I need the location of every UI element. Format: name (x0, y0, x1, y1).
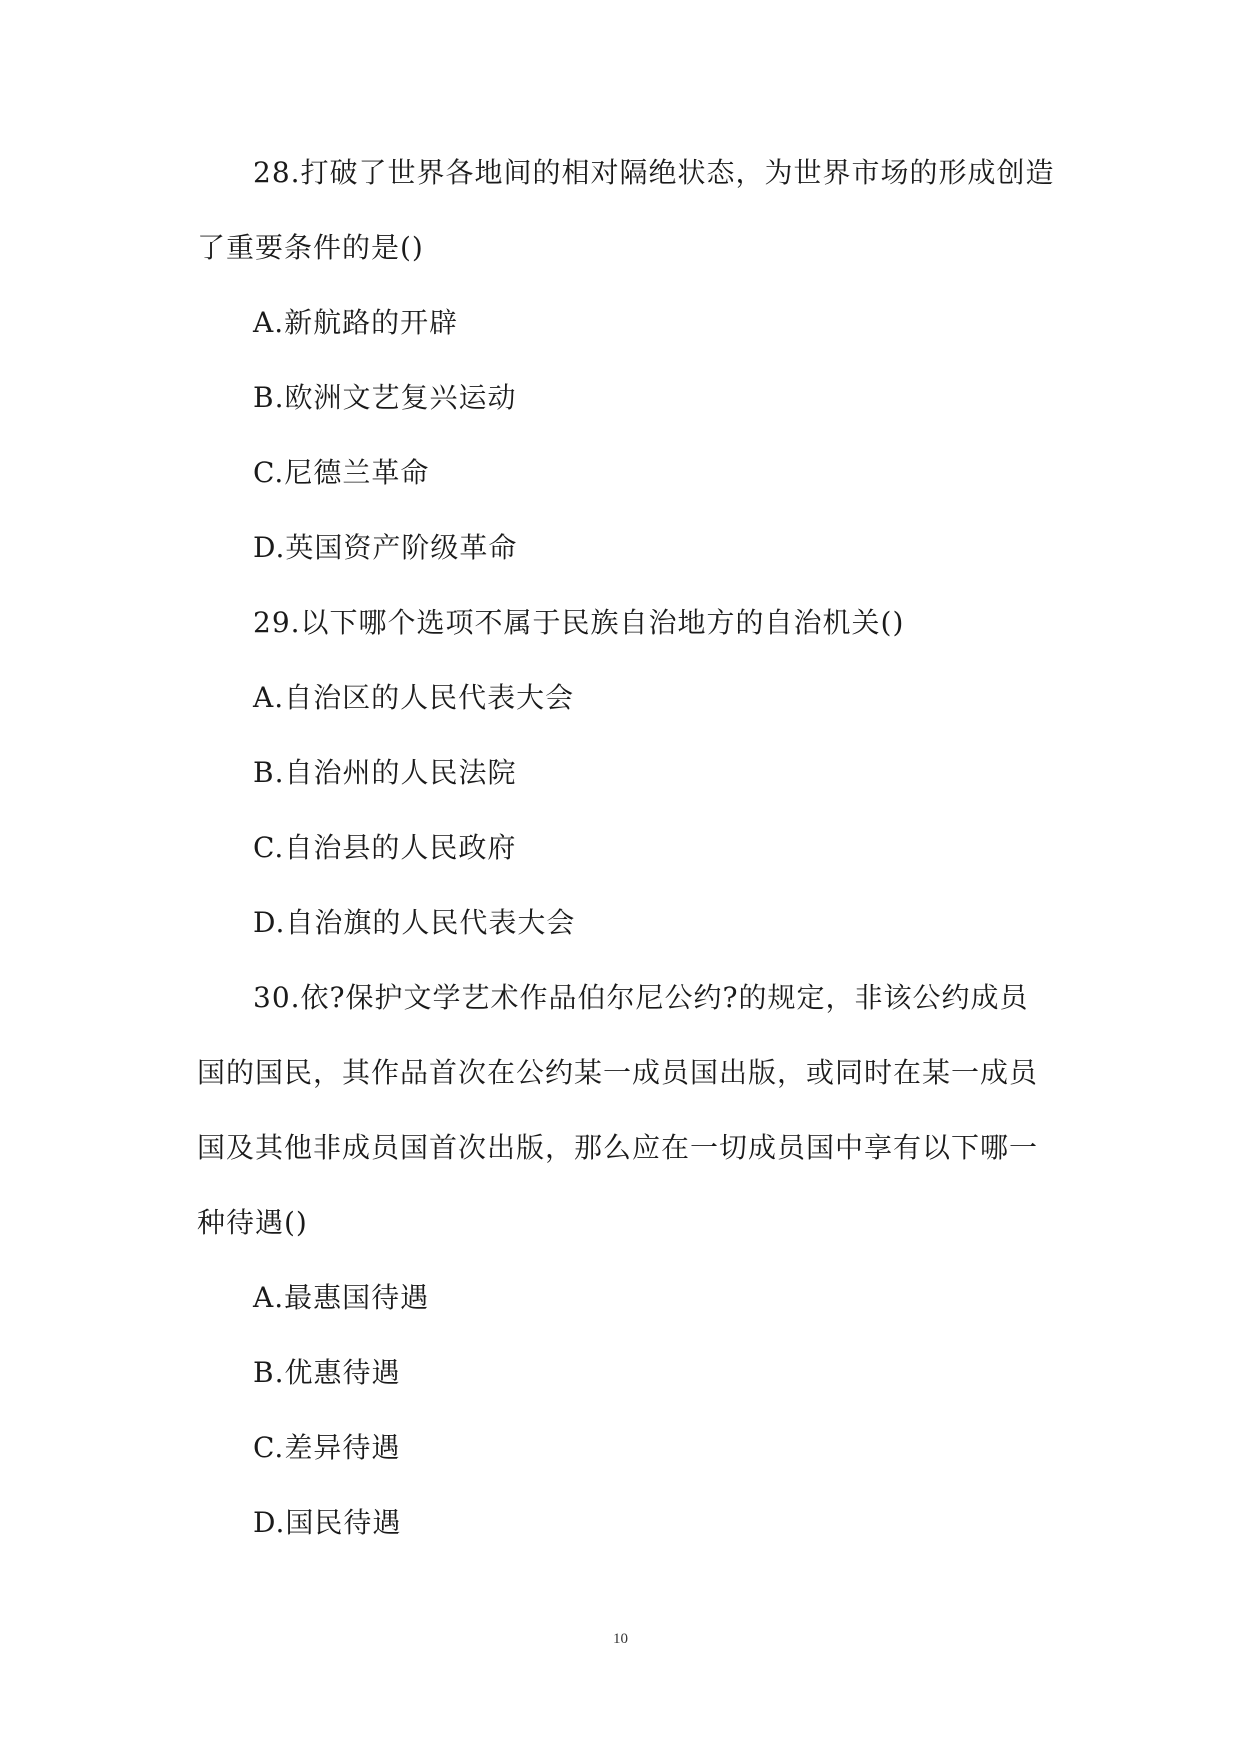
question-29-option-b: B.自治州的人民法院 (253, 756, 517, 789)
question-30-option-b: B.优惠待遇 (253, 1356, 401, 1389)
page-number: 10 (613, 1631, 628, 1647)
question-29-stem: 29.以下哪个选项不属于民族自治地方的自治机关() (253, 606, 905, 639)
question-29-option-d: D.自治旗的人民代表大会 (253, 906, 576, 939)
question-28-option-c: C.尼德兰革命 (253, 456, 430, 489)
question-29-option-a: A.自治区的人民代表大会 (253, 681, 575, 714)
question-30-stem: 30.依?保护文学艺术作品伯尔尼公约?的规定，非该公约成员国的国民，其作品首次在公约某一成员国出版，或同时在某一成员国及其他非成员国首次出版，那么应在一切成员国中享有以下哪一种待遇() (197, 981, 1039, 1239)
question-28-stem: 28.打破了世界各地间的相对隔绝状态，为世界市场的形成创造了重要条件的是() (197, 156, 1055, 264)
question-28-option-b: B.欧洲文艺复兴运动 (253, 381, 517, 414)
question-30-option-a: A.最惠国待遇 (253, 1281, 430, 1314)
question-28-option-a: A.新航路的开辟 (253, 306, 459, 339)
question-29-option-c: C.自治县的人民政府 (253, 831, 517, 864)
question-30-option-c: C.差异待遇 (253, 1431, 401, 1464)
question-30-option-d: D.国民待遇 (253, 1506, 402, 1539)
question-28-option-d: D.英国资产阶级革命 (253, 531, 518, 564)
